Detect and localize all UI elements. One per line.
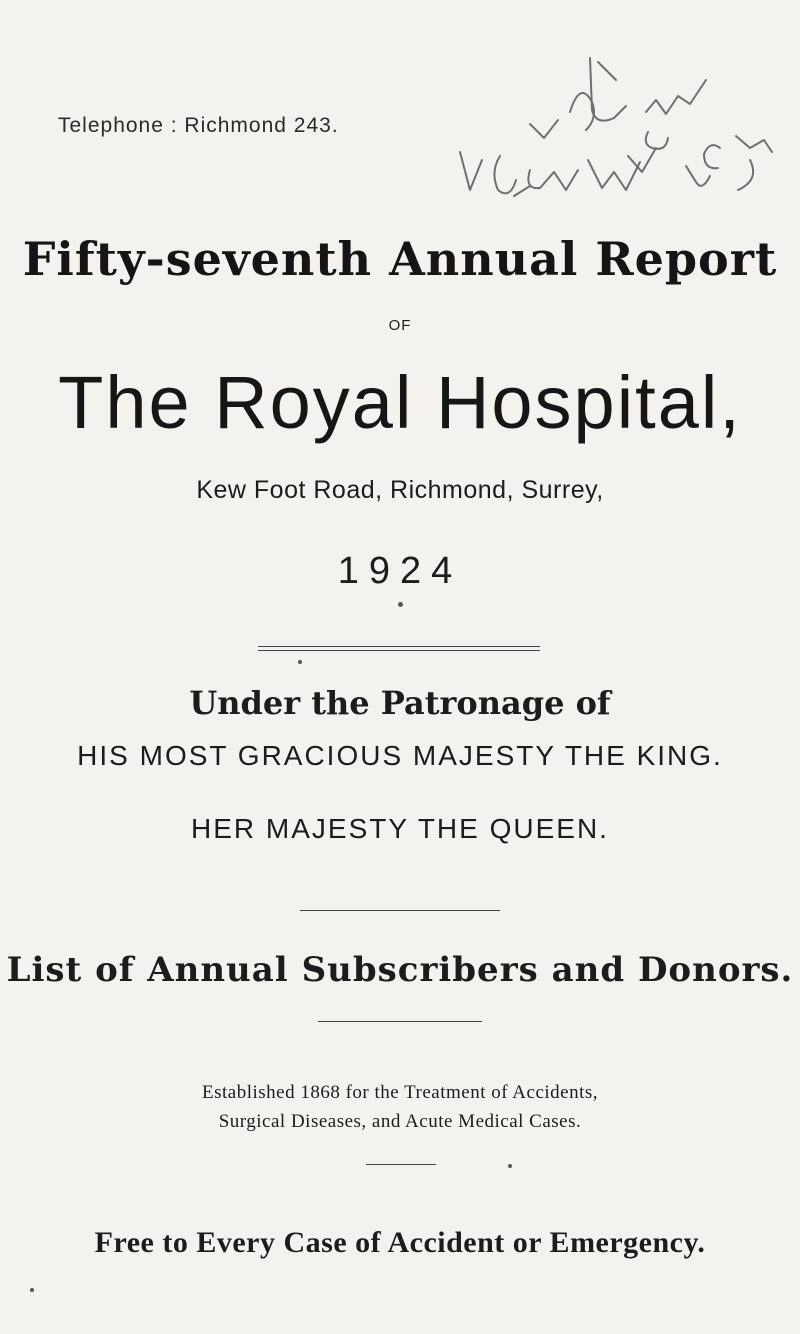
ink-speck [298, 660, 302, 664]
divider-double-bottom [258, 650, 540, 651]
ink-speck [508, 1164, 512, 1168]
divider-list-bottom [318, 1021, 482, 1022]
subscribers-list-heading: List of Annual Subscribers and Donors. [6, 950, 794, 990]
establishment-line-2: Surgical Diseases, and Acute Medical Cases. [218, 1111, 582, 1132]
ink-speck [398, 602, 403, 607]
free-treatment-statement: Free to Every Case of Accident or Emergency. [94, 1226, 706, 1259]
divider-short [366, 1164, 436, 1165]
hospital-name: The Royal Hospital, [58, 361, 742, 444]
establishment-note [0, 1078, 800, 1136]
report-year: 1924 [337, 550, 463, 592]
handwritten-signature [420, 40, 800, 240]
patron-king: HIS MOST GRACIOUS MAJESTY THE KING. [77, 740, 723, 771]
establishment-line-1: Established 1868 for the Treatment of Accidents, [201, 1082, 599, 1103]
ink-speck [30, 1288, 34, 1292]
patronage-heading: Under the Patronage of [189, 684, 611, 722]
hospital-address: Kew Foot Road, Richmond, Surrey, [196, 476, 604, 504]
divider-double-top [258, 646, 540, 647]
patron-queen: HER MAJESTY THE QUEEN. [191, 813, 609, 844]
divider-list-top [300, 910, 500, 911]
report-title: Fifty-seventh Annual Report [22, 232, 778, 286]
telephone-number: Telephone : Richmond 243. [58, 114, 339, 137]
of-label: OF [388, 317, 412, 334]
